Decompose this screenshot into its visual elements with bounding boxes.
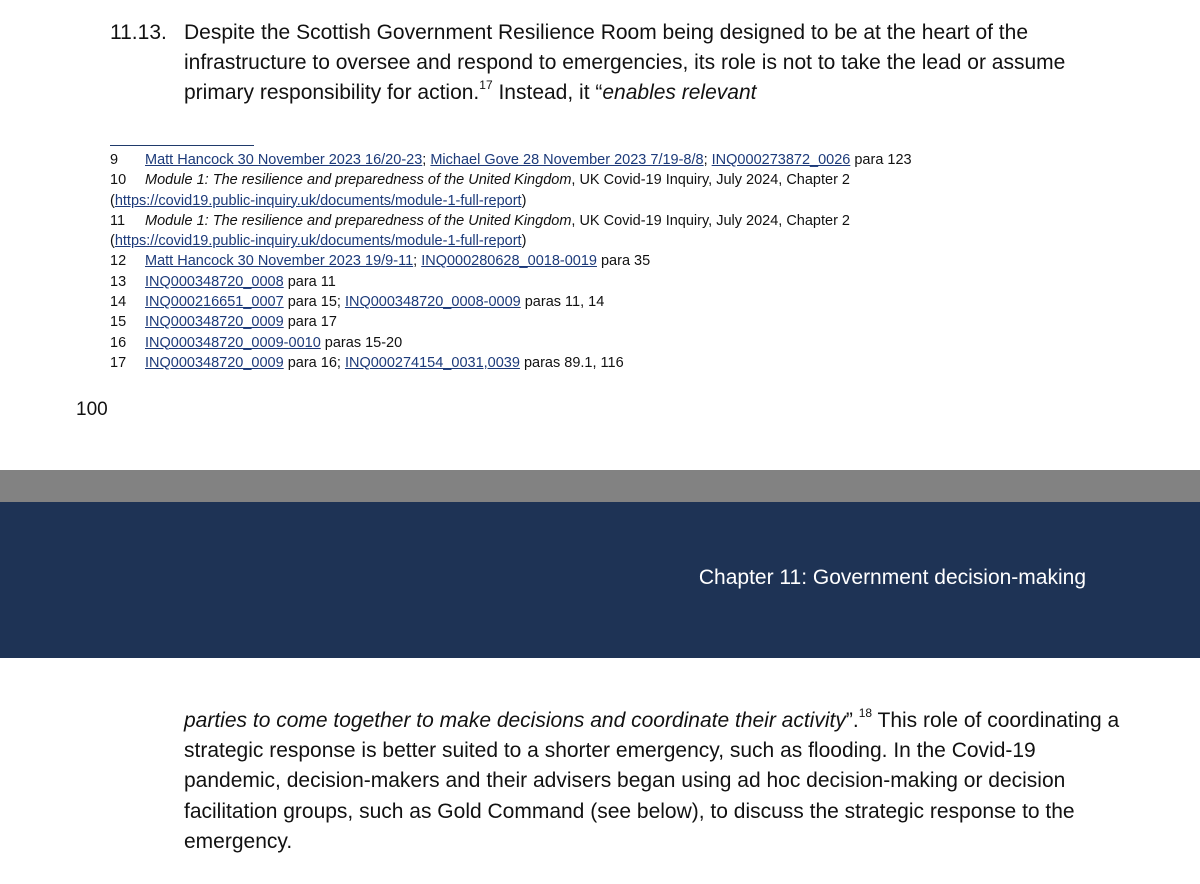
footnote-17 <box>110 353 1110 373</box>
footnote-11 <box>110 211 1110 231</box>
footnote-14 <box>110 292 1110 312</box>
footnote-text: para 11 <box>283 273 336 290</box>
footnote-title: Module 1: The resilience and preparedness of the United Kingdom <box>145 172 572 189</box>
footnote-link[interactable]: INQ000348720_0008 <box>145 273 284 290</box>
separator: ; <box>422 152 431 168</box>
paren-close: ) <box>521 233 527 250</box>
chapter-header: Chapter 11: Government decision-making <box>698 566 1086 589</box>
footnote-number: 9 <box>110 152 119 168</box>
footnote-link[interactable]: INQ000348720_0008-0009 <box>344 294 521 311</box>
footnote-link[interactable]: INQ000348720_0009 <box>145 354 284 371</box>
footnote-link[interactable]: INQ000348720_0009-0010 <box>145 334 321 351</box>
footnote-link[interactable]: Matt Hancock 30 November 2023 16/20-23 <box>145 152 423 168</box>
footnote-9 <box>110 150 1110 170</box>
footnote-text: para 15; <box>283 294 345 311</box>
footnote-number: 17 <box>110 354 127 371</box>
footnote-number: 12 <box>110 253 127 270</box>
paren-close: ) <box>521 192 527 209</box>
footnote-link[interactable]: INQ000280628_0018-0019 <box>421 253 597 270</box>
quote-italic: parties to come together to make decisions and coordinate their activity <box>184 709 846 732</box>
footnote-text: para 35 <box>596 253 651 270</box>
footnote-12 <box>110 251 1110 271</box>
footnote-text: para 16; <box>283 354 345 371</box>
footnote-13 <box>110 272 1110 292</box>
paragraph-text: This role of coordinating a strategic response is better suited to a shorter emergency, such as flooding. In the Covid-19 pandemic, decision-makers and their advisers began using ad hoc decision-making or decision facilitation groups, such as Gold Command (see below), to discuss the strategic response to the emergency. <box>184 709 1120 853</box>
footnote-number: 15 <box>110 314 127 331</box>
footnote-text: paras 15-20 <box>320 334 403 351</box>
footnote-divider <box>110 145 254 146</box>
paren-open: ( <box>110 233 115 250</box>
footnote-ref-18[interactable]: 18 <box>858 706 873 720</box>
footnote-11-url-line <box>110 231 1110 251</box>
paragraph-11-13 <box>110 18 1110 108</box>
footnote-text: paras 11, 14 <box>520 294 605 311</box>
separator: ; <box>413 253 422 270</box>
footnote-number: 14 <box>110 294 127 311</box>
footnote-number: 13 <box>110 273 127 290</box>
paragraph-number: 11.13. <box>110 21 167 44</box>
footnote-url-link[interactable]: https://covid19.public-inquiry.uk/documents/module-1-full-report <box>114 233 522 250</box>
footnote-link[interactable]: INQ000216651_0007 <box>145 294 284 311</box>
paragraph-text-continued: Instead, it “ <box>492 81 603 104</box>
footnote-title: Module 1: The resilience and preparedness of the United Kingdom <box>145 212 572 229</box>
footnote-url-link[interactable]: https://covid19.public-inquiry.uk/documents/module-1-full-report <box>114 192 522 209</box>
footnote-16 <box>110 333 1110 353</box>
footnote-text: , UK Covid-19 Inquiry, July 2024, Chapter 2 <box>571 172 851 189</box>
page-gap <box>0 470 1200 502</box>
paragraph-text: Despite the Scottish Government Resilience Room being designed to be at the heart of the infrastructure to oversee and respond to emergencies, its role is not to take the lead or assume primary responsibility for action. <box>184 21 1066 104</box>
footnote-number: 16 <box>110 334 127 351</box>
paragraph-continuation <box>184 706 1124 857</box>
footnote-text: para 17 <box>283 314 337 331</box>
separator: ; <box>703 152 712 168</box>
footnote-text: para 123 <box>850 152 912 168</box>
footnote-10 <box>110 170 1110 190</box>
footnote-link[interactable]: INQ000274154_0031,0039 <box>344 354 520 371</box>
footnote-15 <box>110 312 1110 332</box>
footnote-number: 11 <box>110 212 126 229</box>
footnote-text: paras 89.1, 116 <box>519 354 624 371</box>
footnote-text: , UK Covid-19 Inquiry, July 2024, Chapter 2 <box>571 212 851 229</box>
footnote-link[interactable]: INQ000273872_0026 <box>711 152 851 168</box>
quote-close: ”. <box>845 709 859 732</box>
paragraph-body <box>184 18 1110 108</box>
footnote-10-url-line <box>110 191 1110 211</box>
footnote-ref-17[interactable]: 17 <box>479 78 493 92</box>
footnote-number: 10 <box>110 172 127 189</box>
footnote-link[interactable]: Michael Gove 28 November 2023 7/19-8/8 <box>430 152 704 168</box>
footnote-link[interactable]: INQ000348720_0009 <box>145 314 284 331</box>
footnotes-list <box>110 150 1110 373</box>
quote-italic: enables relevant <box>602 81 757 104</box>
page-number: 100 <box>76 399 108 420</box>
footnote-link[interactable]: Matt Hancock 30 November 2023 19/9-11 <box>145 253 414 270</box>
paren-open: ( <box>110 192 115 209</box>
